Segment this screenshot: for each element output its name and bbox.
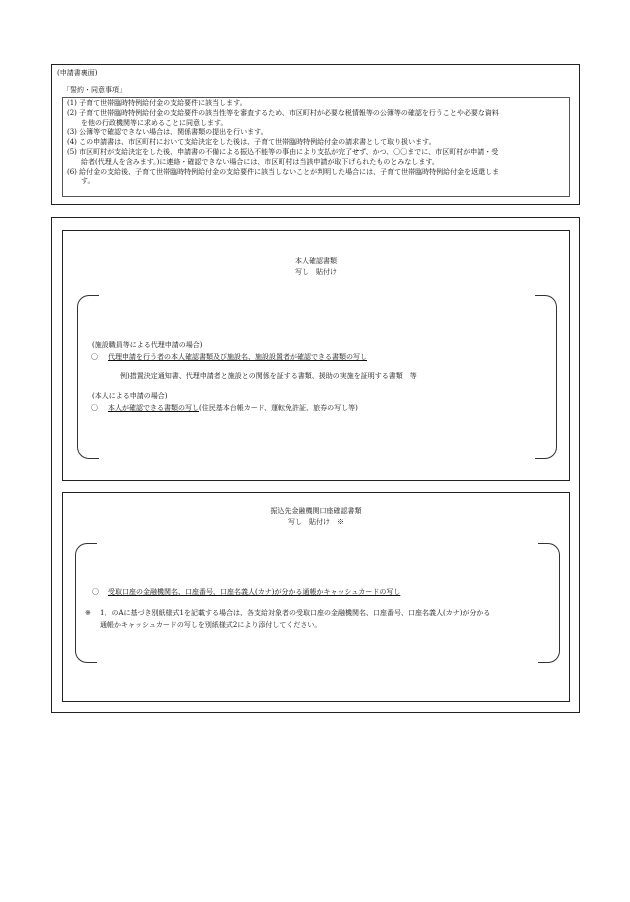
right-bracket bbox=[538, 543, 560, 663]
pledge-section bbox=[51, 64, 580, 205]
pledge-item: す。 bbox=[67, 177, 95, 186]
self-item-rest: (住民基本台帳カード、運転免許証、旅券の写し等) bbox=[199, 404, 358, 412]
proxy-example: 例)措置決定通知書、代理申請者と施設との関係を証する書類、援助の実施を証明する書類 等 bbox=[120, 372, 417, 380]
bank-bullet: 〇 bbox=[92, 588, 99, 596]
pledge-title: 「誓約・同意事項」 bbox=[63, 86, 126, 94]
identity-box-title: 本人確認書類 bbox=[295, 257, 337, 265]
note-mark: ※ bbox=[85, 609, 91, 617]
identity-document-box bbox=[62, 230, 570, 481]
pledge-item: 給者(代理人を含みます。)に連絡・確認できない場合には、市区町村は当該申請が取下げられたものとみなします。 bbox=[67, 157, 439, 166]
pledge-item: (5) 市区町村が支給決定をした後、申請書の不備による振込不能等の事由により支払が完了せず、かつ、〇〇までに、市区町村が申請・受 bbox=[67, 147, 499, 156]
self-bullet: 〇 bbox=[91, 404, 98, 412]
pledge-item: (3) 公簿等で確認できない場合は、関係書類の提出を行います。 bbox=[67, 128, 268, 137]
self-item bbox=[108, 404, 358, 413]
pledge-item: を他の行政機関等に求めることに同意します。 bbox=[67, 118, 228, 127]
self-item-underlined: 本人が確認できる書類の写し bbox=[108, 404, 199, 412]
left-bracket bbox=[75, 543, 97, 663]
proxy-heading: (施設職員等による代理申請の場合) bbox=[92, 341, 203, 349]
identity-box-subtitle: 写し 貼付け bbox=[295, 268, 337, 276]
proxy-bullet: 〇 bbox=[91, 353, 98, 361]
proxy-item: 代理申請を行う者の本人確認書類及び施設名、施設設置者が確認できる書類の写し bbox=[108, 353, 367, 361]
pledge-item: (6) 給付金の支給後、子育て世帯臨時特例給付金の支給要件に該当しないことが判明した場合には、子育て世帯臨時特例給付金を返還しま bbox=[67, 167, 500, 176]
self-heading: (本人による申請の場合) bbox=[92, 392, 168, 400]
note-line-1: 1．のAに基づき別紙様式1を記載する場合は、各支給対象者の受取口座の金融機関名、口座番号、口座名義人(カナ)が分かる bbox=[100, 609, 491, 617]
pledge-item: (2) 子育て世帯臨時特例給付金の支給要件の該当性等を審査するため、市区町村が必要な税情報等の公簿等の確認を行うことや必要な資料 bbox=[67, 108, 499, 117]
bank-box-title: 振込先金融機関口座確認書類 bbox=[270, 507, 362, 515]
bank-document-box bbox=[62, 492, 570, 702]
pledge-items-box bbox=[62, 97, 570, 197]
bank-box-subtitle: 写し 貼付け ※ bbox=[288, 518, 344, 526]
attachment-section bbox=[51, 217, 580, 713]
pledge-item: (1) 子育て世帯臨時特例給付金の支給要件に該当します。 bbox=[67, 99, 247, 107]
pledge-item: (4) この申請書は、市区町村において支給決定をした後は、子育て世帯臨時特例給付金の請求書として取り扱います。 bbox=[67, 138, 436, 147]
bank-item: 受取口座の金融機関名、口座番号、口座名義人(カナ)が分かる通帳かキャッシュカードの写し bbox=[108, 588, 401, 596]
pledge-items-list bbox=[67, 99, 499, 187]
note-line-2: 通帳かキャッシュカードの写しを別紙様式2により添付してください。 bbox=[100, 621, 322, 629]
form-reverse-label: (申請書裏面) bbox=[57, 69, 98, 77]
left-bracket bbox=[77, 295, 99, 459]
right-bracket bbox=[535, 295, 557, 459]
